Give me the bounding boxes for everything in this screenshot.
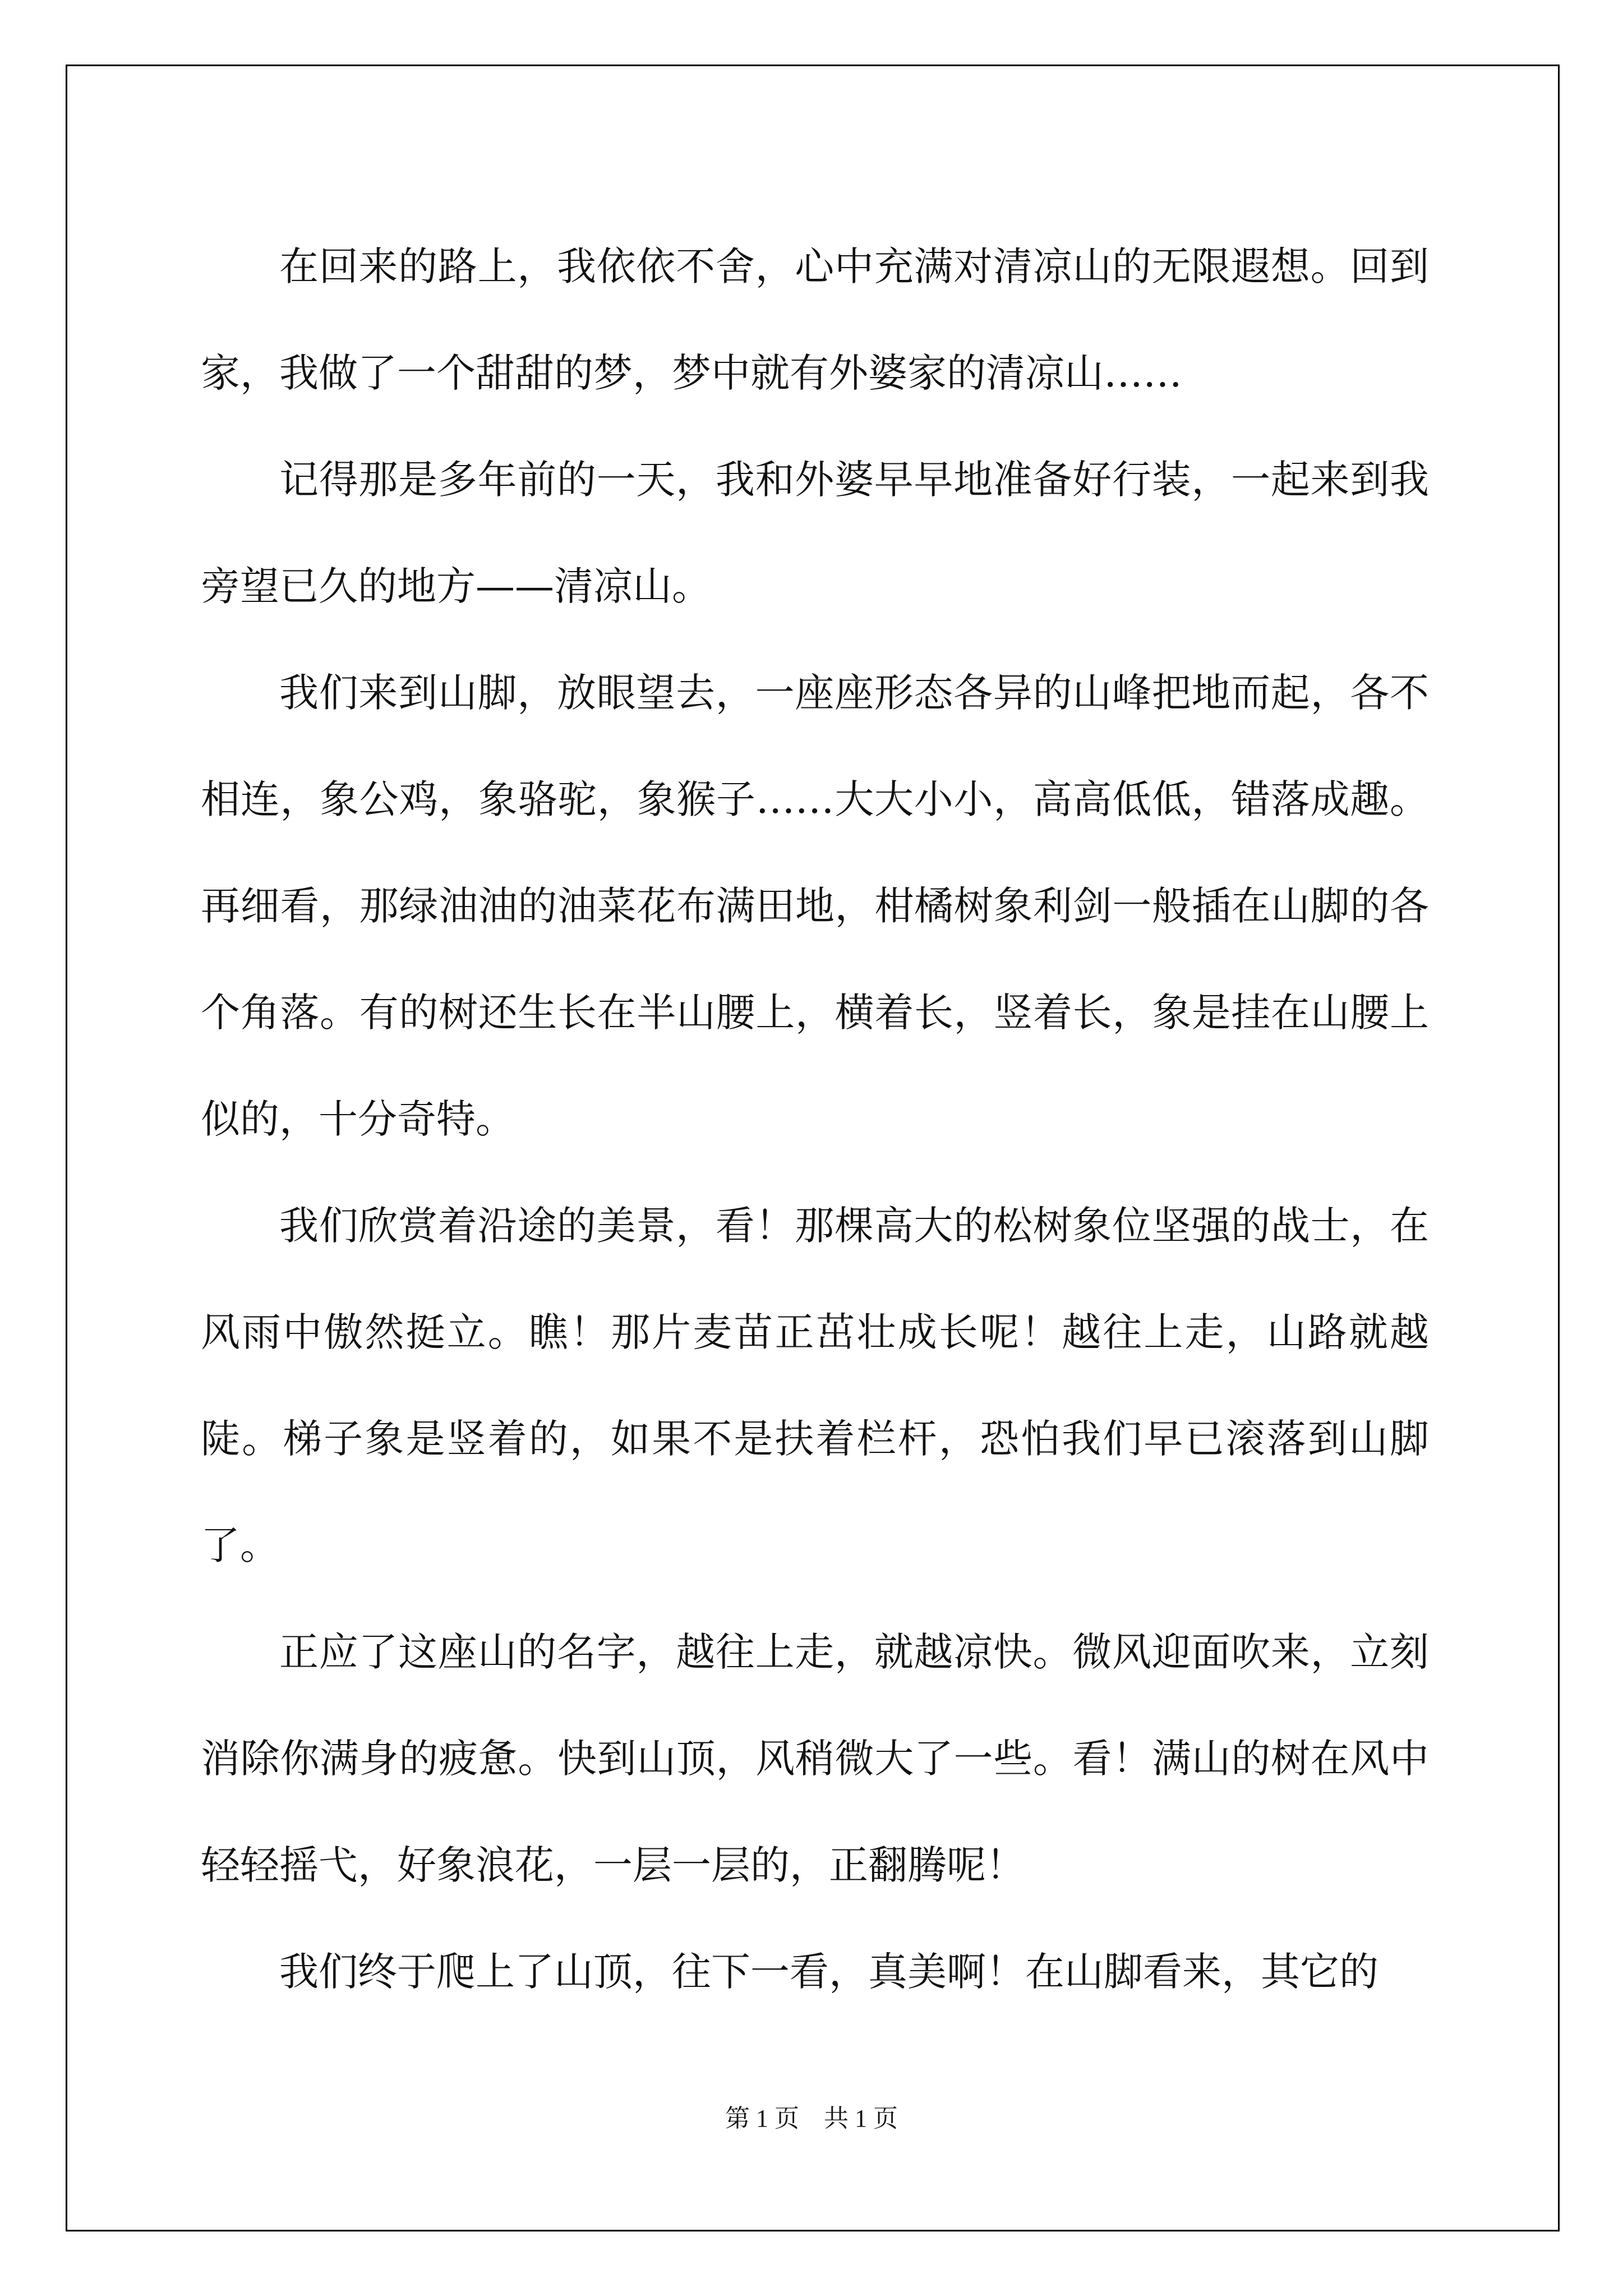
page-footer bbox=[0, 2098, 1623, 2134]
paragraph-3: 我们来到山脚，放眼望去，一座座形态各异的山峰把地而起，各不相连，象公鸡，象骆驼，象猴子……大大小小，高高低低，错落成趣。再细看，那绿油油的油菜花布满田地，柑橘树象利剑一般插在山脚的各个角落。有的树还生长在半山腰上，横着长，竖着长，象是挂在山腰上似的，十分奇特。 bbox=[201, 670, 1429, 1142]
page-total: 共 1 页 bbox=[824, 2105, 898, 2132]
paragraph-1: 在回来的路上，我依依不舍，心中充满对清凉山的无限遐想。回到家，我做了一个甜甜的梦，梦中就有外婆家的清凉山…… bbox=[201, 243, 1429, 396]
paragraph-5: 正应了这座山的名字，越往上走，就越凉快。微风迎面吹来，立刻消除你满身的疲惫。快到山顶，风稍微大了一些。看！满山的树在风中轻轻摇弋，好象浪花，一层一层的，正翻腾呢！ bbox=[201, 1629, 1429, 1888]
document-body bbox=[201, 213, 1429, 2025]
page-number: 第 1 页 bbox=[725, 2105, 799, 2132]
paragraph-2: 记得那是多年前的一天，我和外婆早早地准备好行装，一起来到我旁望已久的地方——清凉山。 bbox=[201, 457, 1429, 609]
paragraph-6: 我们终于爬上了山顶，往下一看，真美啊！在山脚看来，其它的 bbox=[279, 1949, 1378, 1995]
paragraph-4: 我们欣赏着沿途的美景，看！那棵高大的松树象位坚强的战士，在风雨中傲然挺立。瞧！那片麦苗正茁壮成长呢！越往上走，山路就越陡。梯子象是竖着的，如果不是扶着栏杆，恐怕我们早已滚落到山脚了。 bbox=[201, 1203, 1429, 1568]
